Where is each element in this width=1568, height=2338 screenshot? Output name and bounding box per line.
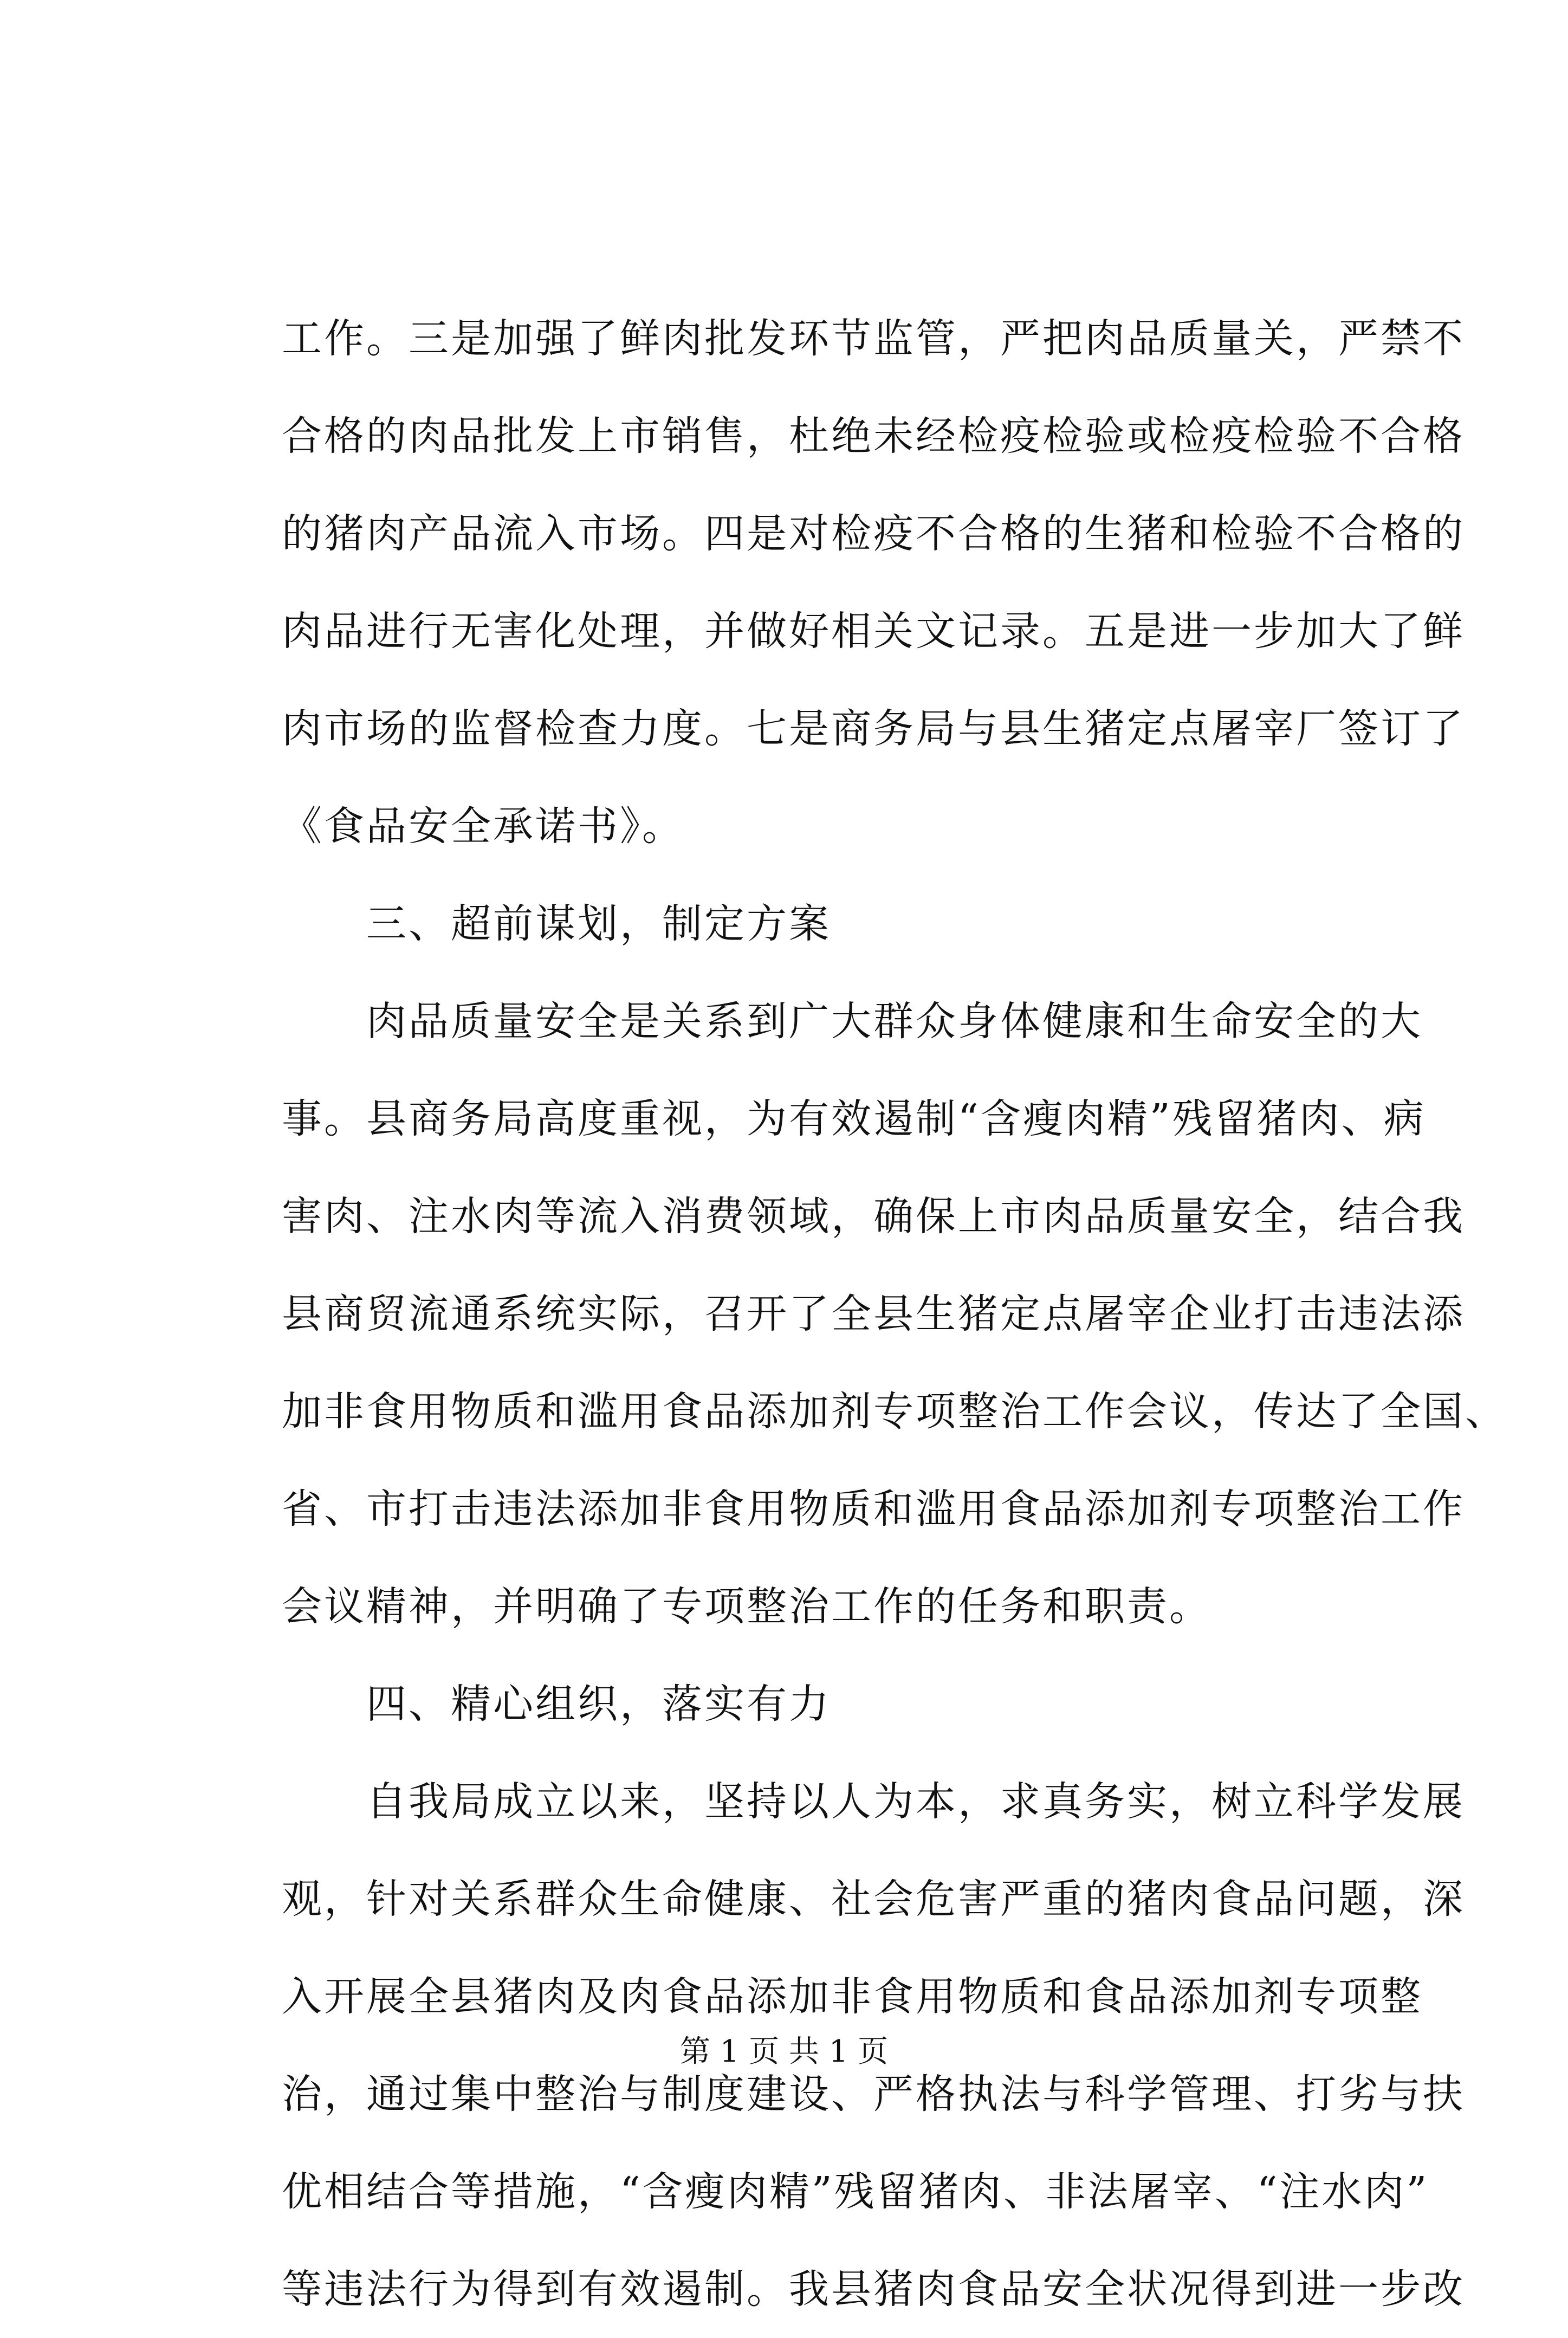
text-line: 工作。三是加强了鲜肉批发环节监管，严把肉品质量关，严禁不 bbox=[282, 315, 1465, 362]
text-line: 等违法行为得到有效遏制。我县猪肉食品安全状况得到进一步改 bbox=[282, 2266, 1465, 2313]
text-line: 县商贸流通系统实际，召开了全县生猪定点屠宰企业打击违法添 bbox=[282, 1291, 1465, 1337]
section-heading: 三、超前谋划，制定方案 bbox=[282, 901, 831, 947]
text-line: 治，通过集中整治与制度建设、严格执法与科学管理、打劣与扶 bbox=[282, 2071, 1465, 2117]
text-line: 省、市打击违法添加非食用物质和滥用食品添加剂专项整治工作 bbox=[282, 1486, 1465, 1532]
text-line: 入开展全县猪肉及肉食品添加非食用物质和食品添加剂专项整 bbox=[282, 1973, 1423, 2020]
text-line: 事。县商务局高度重视，为有效遏制“含瘦肉精”残留猪肉、病 bbox=[282, 1096, 1426, 1142]
text-line: 会议精神，并明确了专项整治工作的任务和职责。 bbox=[282, 1583, 1211, 1630]
text-line: 合格的肉品批发上市销售，杜绝未经检疫检验或检疫检验不合格 bbox=[282, 413, 1465, 459]
document-body bbox=[282, 290, 1507, 2338]
section-heading: 四、精心组织，落实有力 bbox=[282, 1681, 831, 1727]
text-line: 加非食用物质和滥用食品添加剂专项整治工作会议，传达了全国、 bbox=[282, 1388, 1507, 1435]
text-line: 优相结合等措施，“含瘦肉精”残留猪肉、非法屠宰、“注水肉” bbox=[282, 2168, 1429, 2215]
text-line: 自我局成立以来，坚持以人为本，求真务实，树立科学发展 bbox=[282, 1778, 1465, 1825]
text-line: 的猪肉产品流入市场。四是对检疫不合格的生猪和检验不合格的 bbox=[282, 510, 1465, 557]
text-line: 肉品进行无害化处理，并做好相关文记录。五是进一步加大了鲜 bbox=[282, 608, 1465, 655]
text-line: 肉品质量安全是关系到广大群众身体健康和生命安全的大 bbox=[282, 998, 1423, 1045]
page-footer: 第 1 页 共 1 页 bbox=[679, 2034, 889, 2069]
text-line: 《食品安全承诺书》。 bbox=[282, 803, 684, 850]
text-line: 肉市场的监督检查力度。七是商务局与县生猪定点屠宰厂签订了 bbox=[282, 705, 1465, 752]
text-line: 害肉、注水肉等流入消费领域，确保上市肉品质量安全，结合我 bbox=[282, 1193, 1465, 1240]
text-line: 观，针对关系群众生命健康、社会危害严重的猪肉食品问题，深 bbox=[282, 1876, 1465, 1922]
